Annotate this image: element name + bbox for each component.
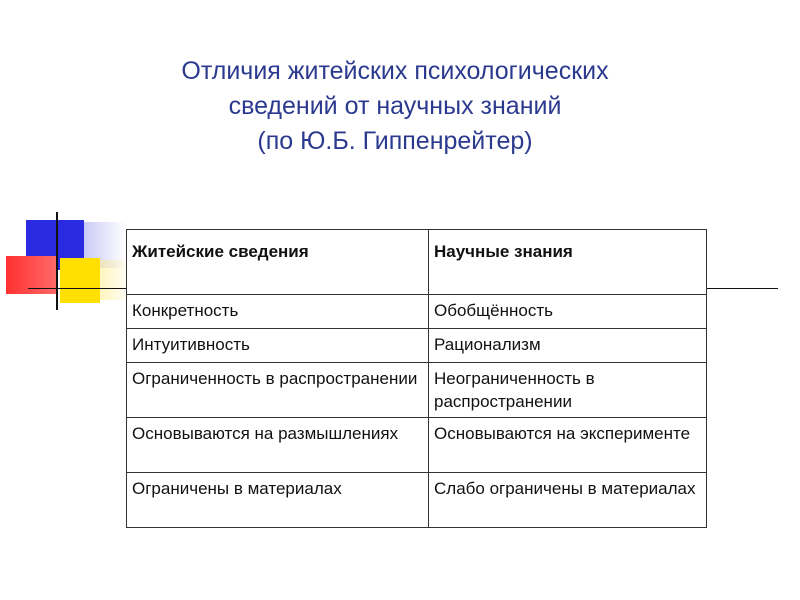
table-cell: Обобщённость	[429, 295, 707, 329]
title-line-3: (по Ю.Б. Гиппенрейтер)	[257, 127, 533, 155]
table-cell: Ограниченность в распространении	[127, 363, 429, 418]
decorative-yellow-square	[60, 258, 100, 303]
table-header-row	[127, 230, 707, 295]
table-row	[127, 418, 707, 473]
header-everyday: Житейские сведения	[127, 230, 429, 295]
table-row	[127, 473, 707, 528]
table-row	[127, 363, 707, 418]
table-cell: Основываются на эксперименте	[429, 418, 707, 473]
comparison-table	[126, 229, 707, 528]
table-cell: Основываются на размышлениях	[127, 418, 429, 473]
table-cell: Конкретность	[127, 295, 429, 329]
table-row	[127, 295, 707, 329]
title-line-2: сведений от научных знаний	[228, 92, 562, 120]
header-scientific: Научные знания	[429, 230, 707, 295]
table-cell: Рационализм	[429, 329, 707, 363]
decorative-vertical-line	[56, 212, 58, 310]
table-cell: Слабо ограничены в материалах	[429, 473, 707, 528]
table-cell: Интуитивность	[127, 329, 429, 363]
title-line-1: Отличия житейских психологических	[181, 57, 609, 85]
table-cell: Ограничены в материалах	[127, 473, 429, 528]
table-cell: Неограниченность в распространении	[429, 363, 707, 418]
slide-title	[90, 54, 700, 159]
table-row	[127, 329, 707, 363]
